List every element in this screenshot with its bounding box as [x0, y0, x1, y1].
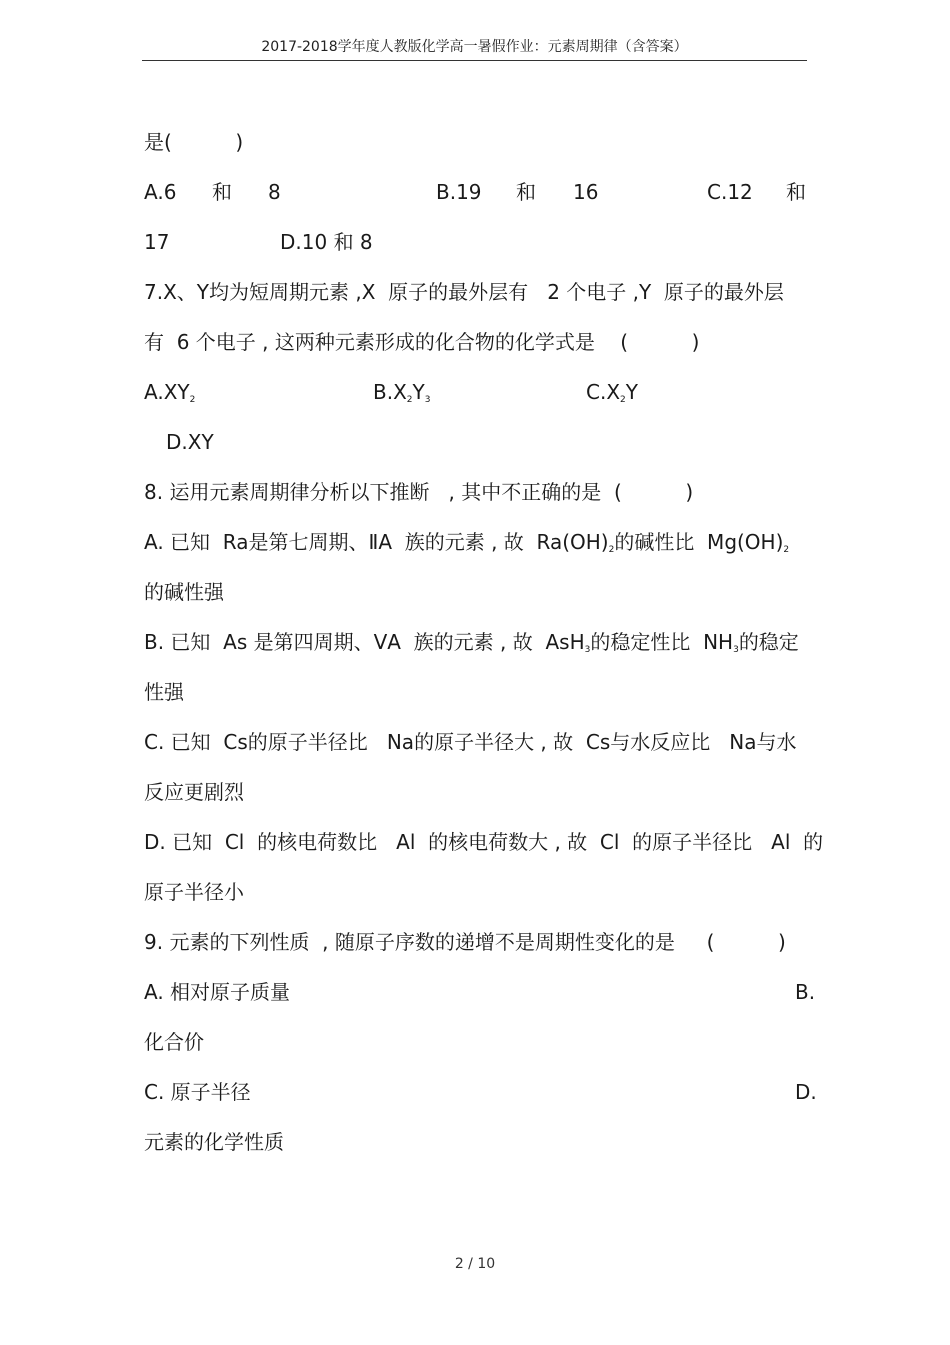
page-header: [142, 38, 807, 61]
q6-option-c-num: 17: [144, 230, 170, 254]
q7-stem-line2: 有 6 个电子 , 这两种元素形成的化合物的化学式是 ( ): [144, 330, 700, 354]
q7-option-a: $A.XY_2$: [144, 380, 196, 405]
q9-option-a: A. 相对原子质量: [144, 980, 291, 1004]
q7-option-d: D.XY: [166, 430, 214, 454]
q6-stem-end: 是( ): [144, 130, 244, 154]
q9-option-b: 化合价: [144, 1030, 204, 1054]
header-title: 2017-2018学年度人教版化学高一暑假作业：元素周期律（含答案）: [261, 39, 688, 55]
q8-option-d: D. 已知 Cl 的核电荷数比 Al 的核电荷数大 , 故 Cl 的原子半径比 Al 的: [144, 830, 824, 854]
q9-option-d-label: D.: [795, 1080, 817, 1104]
q6-option-b-he: 和: [516, 180, 536, 204]
q6-option-a-he: 和: [212, 180, 232, 204]
q9-option-b-label: B.: [795, 980, 816, 1004]
q8-option-c: C. 已知 Cs的原子半径比 Na的原子半径大 , 故 Cs与水反应比 Na与水: [144, 730, 797, 754]
q6-option-a-label: A.6: [144, 180, 177, 204]
q6-option-c-he: 和: [786, 180, 806, 204]
q8-option-a: A. 已知 Ra是第七周期、ⅡA 族的元素 , 故 $Ra(OH)_2$的碱性比 $Mg(OH)_2$: [144, 530, 790, 555]
q7-option-b: $B.X_2Y_3$: [373, 380, 431, 405]
q8-option-a-cont: 的碱性强: [144, 580, 224, 604]
q7-option-c: $C.X_2Y$: [586, 380, 638, 405]
q9-option-c: C. 原子半径: [144, 1080, 251, 1104]
q6-option-b-num: 16: [573, 180, 599, 204]
q8-option-d-cont: 原子半径小: [144, 880, 244, 904]
q6-option-b-label: B.19: [436, 180, 482, 204]
q9-option-d: 元素的化学性质: [144, 1130, 284, 1154]
q6-option-c-label: C.12: [707, 180, 753, 204]
page-number: 2 / 10: [454, 1256, 496, 1272]
q8-stem: 8. 运用元素周期律分析以下推断 , 其中不正确的是 ( ): [144, 480, 694, 504]
q8-option-c-cont: 反应更剧烈: [144, 780, 244, 804]
q9-stem: 9. 元素的下列性质 , 随原子序数的递增不是周期性变化的是 ( ): [144, 930, 786, 954]
q6-option-a-num: 8: [268, 180, 281, 204]
q6-option-d: D.10 和 8: [280, 230, 373, 254]
q7-stem-line1: 7.X、Y均为短周期元素 ,X 原子的最外层有 2 个电子 ,Y 原子的最外层: [144, 280, 784, 304]
q8-option-b-cont: 性强: [144, 680, 184, 704]
q8-option-b: B. 已知 As 是第四周期、ⅤA 族的元素 , 故 AsH$_3$的稳定性比 $NH_3$的稳定: [144, 630, 799, 655]
